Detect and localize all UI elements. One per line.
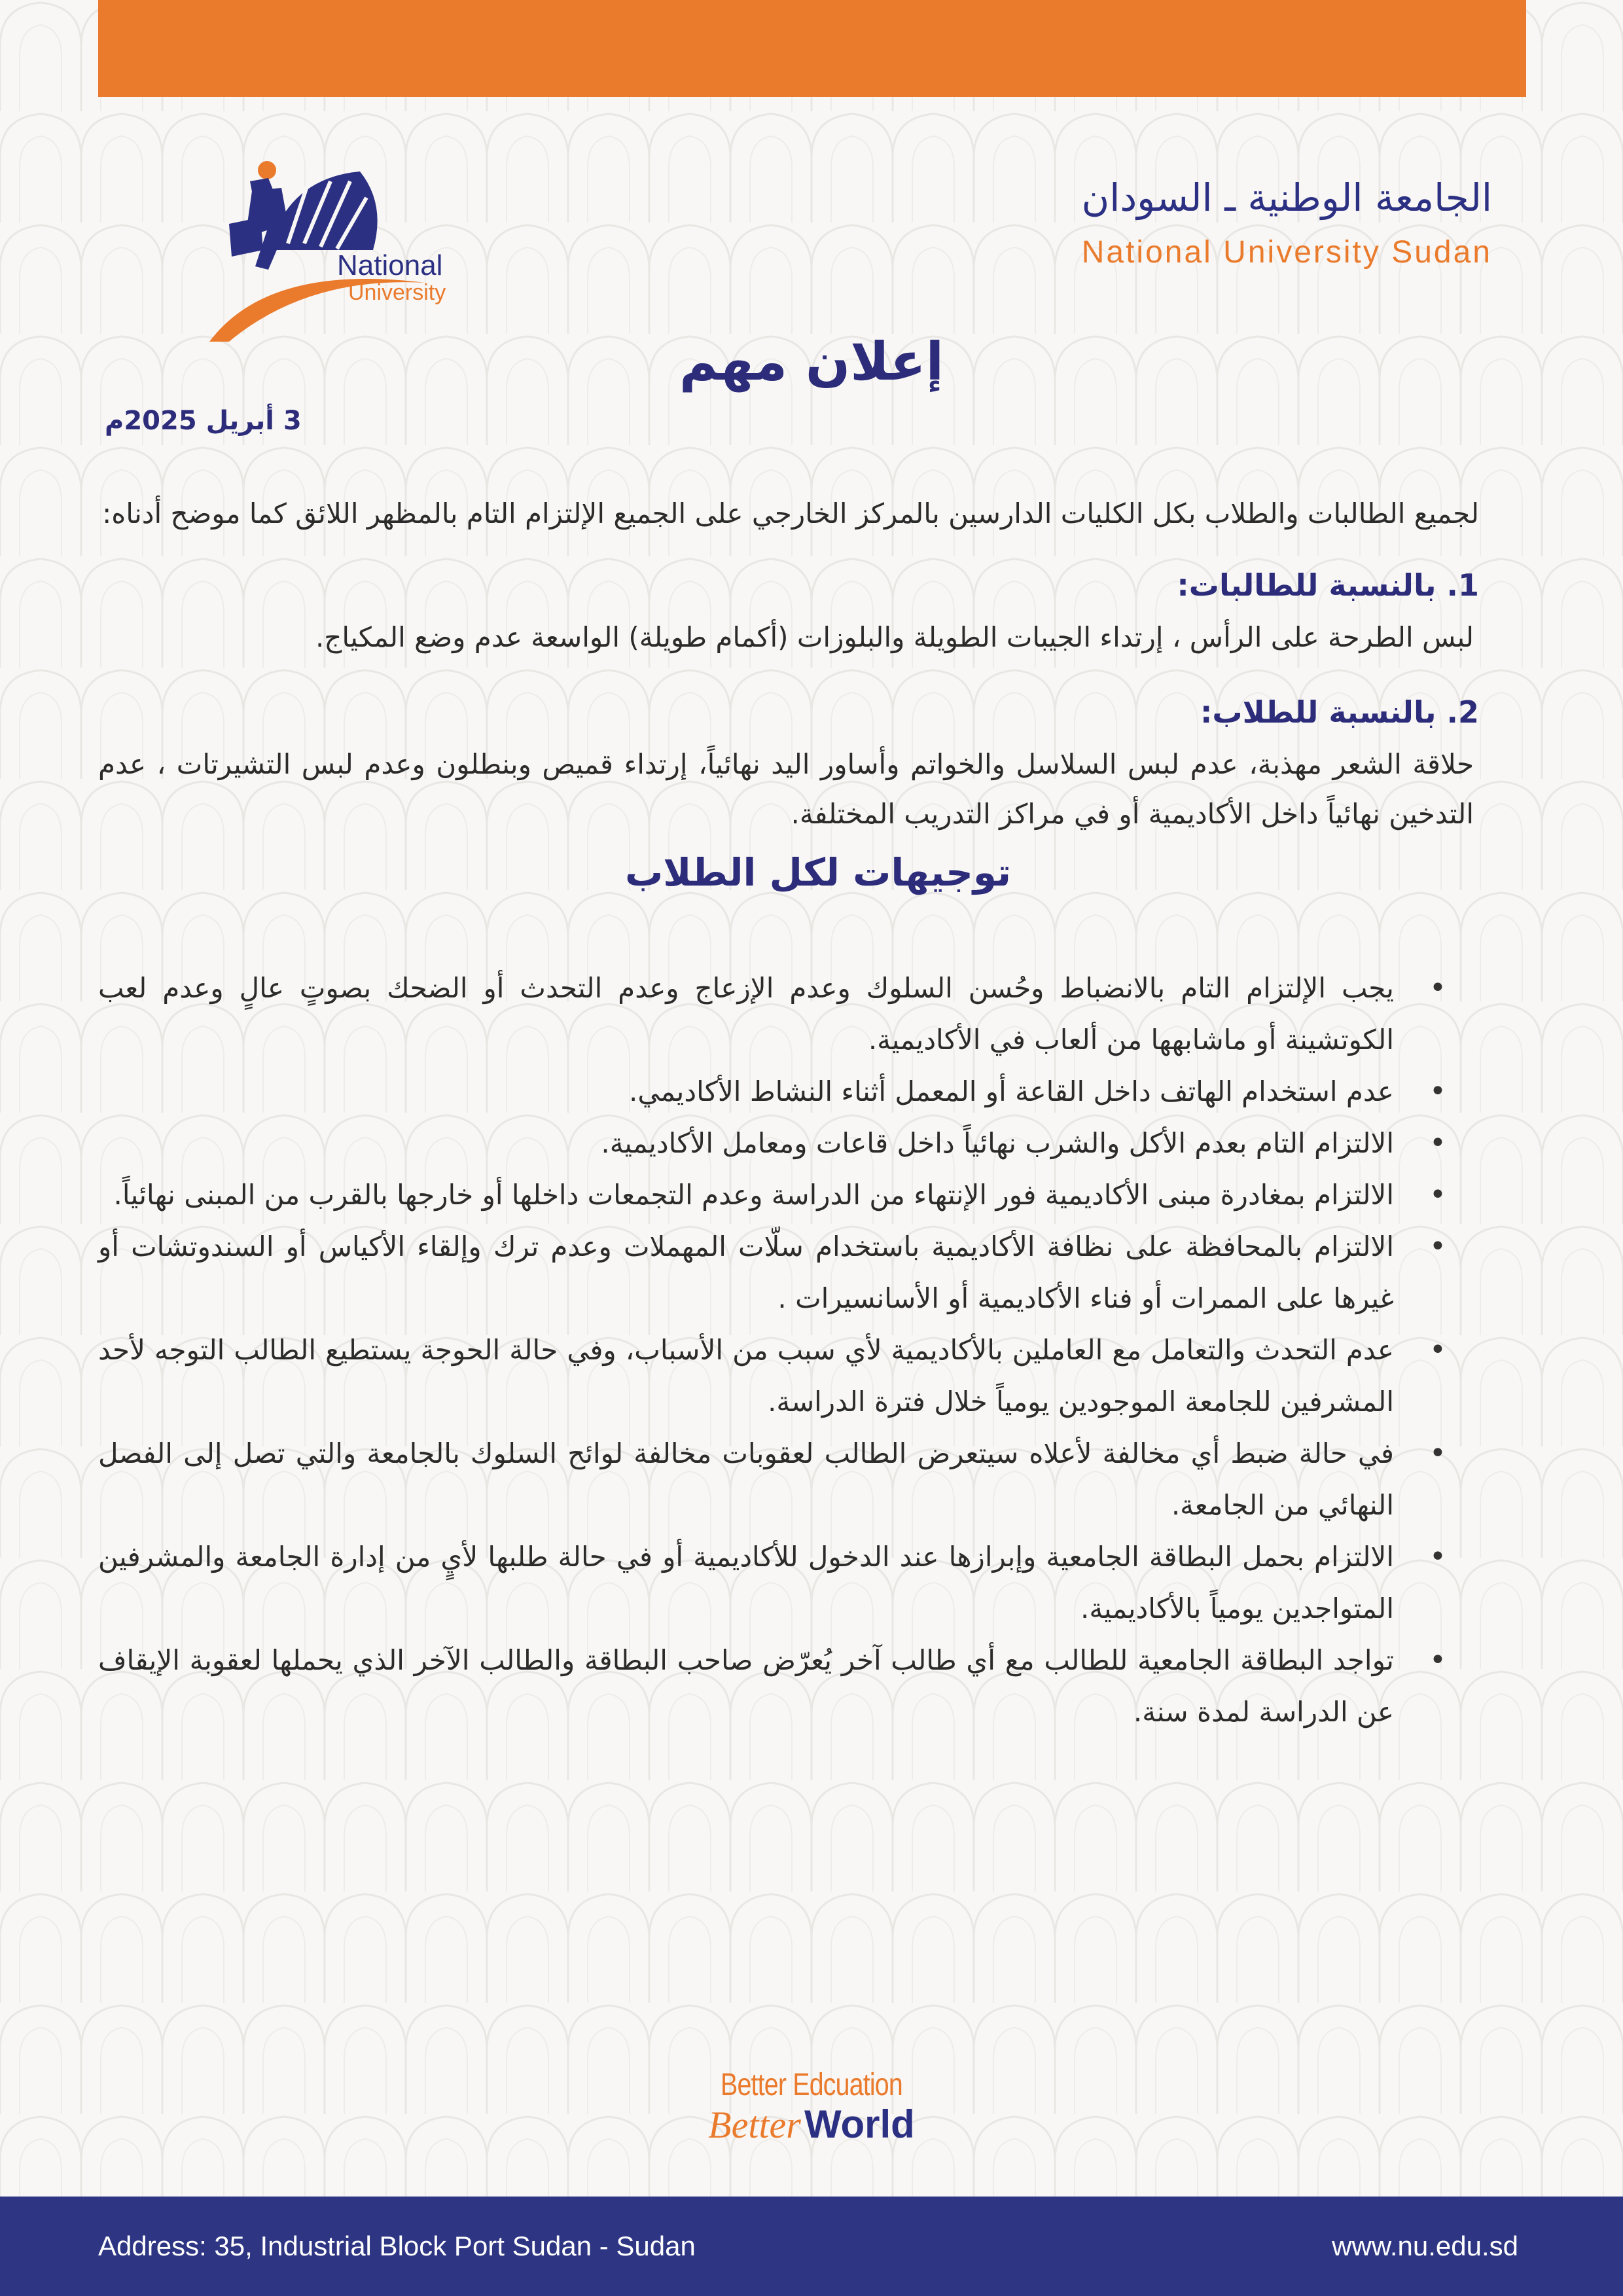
footer-website-link[interactable]: www.nu.edu.sd (1332, 2231, 1518, 2261)
list-item (98, 962, 1446, 1066)
bullet-icon: • (1429, 971, 1446, 1005)
slogan (661, 2067, 962, 2145)
list-item-text: الالتزام بحمل البطاقة الجامعية وإبرازها عند الدخول للأكاديمية أو في حالة طلبها لأيٍ من إدارة الجامعة والمشرفين المتواجدين يومياً بالأكاديمية. (98, 1541, 1394, 1624)
slogan-line-2 (661, 2104, 962, 2155)
intro-paragraph: لجميع الطالبات والطلاب بكل الكليات الدارسين بالمركز الخارجي على الجميع الإلتزام التام بالمظهر اللائق كما موضح أدناه: (102, 497, 1479, 529)
list-item-text: عدم استخدام الهاتف داخل القاعة أو المعمل أثناء النشاط الأكاديمي. (629, 1075, 1394, 1107)
top-orange-bar (98, 0, 1526, 97)
list-item-text: يجب الإلتزام التام بالانضباط وحُسن السلوك وعدم الإزعاج وعدم التحدث أو الضحك بصوتٍ عالٍ وعدم لعب الكوتشينة أو ماشابهها من ألعاب في الأكاديمية. (98, 972, 1394, 1056)
list-item (98, 1427, 1446, 1531)
section-heading-female: 1. بالنسبة للطالبات: (1177, 567, 1479, 603)
bullet-icon: • (1429, 1540, 1446, 1573)
list-item (98, 1531, 1446, 1634)
guidelines-title: توجيهات لكل الطلاب (624, 850, 1012, 895)
list-item-text: الالتزام بمغادرة مبنى الأكاديمية فور الإنتهاء من الدراسة وعدم التجمعات داخلها أو خارجها بالقرب من المبنى نهائياً. (113, 1179, 1394, 1211)
announcement-date: 3 أبريل 2025م (105, 406, 302, 436)
bullet-icon: • (1429, 1333, 1446, 1367)
list-item (98, 1169, 1446, 1221)
list-item (98, 1324, 1446, 1427)
announcement-title: إعلان مهم (679, 331, 944, 392)
list-item (98, 1634, 1446, 1738)
list-item-text: في حالة ضبط أي مخالفة لأعلاه سيتعرض الطالب لعقوبات مخالفة لوائح السلوك بالجامعة والتي تصل إلى الفصل النهائي من الجامعة. (98, 1437, 1394, 1521)
bullet-icon: • (1429, 1126, 1446, 1160)
bullet-icon: • (1429, 1178, 1446, 1211)
list-item (98, 1066, 1446, 1117)
section-heading-male: 2. بالنسبة للطلاب: (1200, 694, 1479, 730)
logo-text-national: National (337, 249, 443, 281)
bullet-icon: • (1429, 1230, 1446, 1263)
list-item (98, 1117, 1446, 1169)
list-item-text: تواجد البطاقة الجامعية للطالب مع أي طالب آخر يُعرّض صاحب البطاقة والطالب الآخر الذي يحملها لعقوبة الإيقاف عن الدراسة لمدة سنة. (98, 1644, 1394, 1728)
bullet-icon: • (1429, 1075, 1446, 1108)
list-item (98, 1221, 1446, 1324)
list-item-text: الالتزام بالمحافظة على نظافة الأكاديمية باستخدام سلّات المهملات وعدم ترك وإلقاء الأكياس أو السندوتشات أو غيرها على الممرات أو فناء الأكاديمية أو الأسانسيرات . (98, 1230, 1394, 1314)
slogan-line-1: Better Edcuation (721, 2068, 902, 2102)
list-item-text: الالتزام التام بعدم الأكل والشرب نهائياً داخل قاعات ومعامل الأكاديمية. (601, 1127, 1394, 1159)
announcement-content (98, 491, 1479, 1738)
university-name-english: National University Sudan (1081, 235, 1492, 270)
section-body-female: لبس الطرحة على الرأس ، إرتداء الجيبات الطويلة والبلوزات (أكمام طويلة) الواسعة عدم وضع المكياج. (315, 621, 1474, 653)
bullet-icon: • (1429, 1643, 1446, 1677)
section-body-male: حلاقة الشعر مهذبة، عدم لبس السلاسل والخواتم وأساور اليد نهائياً، إرتداء قميص وبنطلون وعدم لبس التشيرتات ، عدم التدخين نهائياً داخل الأكاديمية أو في مراكز التدريب المختلفة. (98, 748, 1474, 830)
slogan-better: Better (708, 2104, 801, 2146)
university-name-arabic: الجامعة الوطنية ـ السودان (1081, 175, 1492, 220)
footer-address: Address: 35, Industrial Block Port Sudan - Sudan (98, 2231, 696, 2261)
footer-bar (0, 2197, 1623, 2296)
guidelines-list (98, 962, 1479, 1738)
slogan-world: World (804, 2102, 915, 2146)
logo-text-university: University (348, 280, 446, 305)
university-logo (190, 152, 478, 348)
list-item-text: عدم التحدث والتعامل مع العاملين بالأكاديمية لأي سبب من الأسباب، وفي حالة الحوجة يستطيع الطالب التوجه لأحد المشرفين للجامعة الموجودين يومياً خلال فترة الدراسة. (98, 1334, 1394, 1418)
bullet-icon: • (1429, 1437, 1446, 1470)
